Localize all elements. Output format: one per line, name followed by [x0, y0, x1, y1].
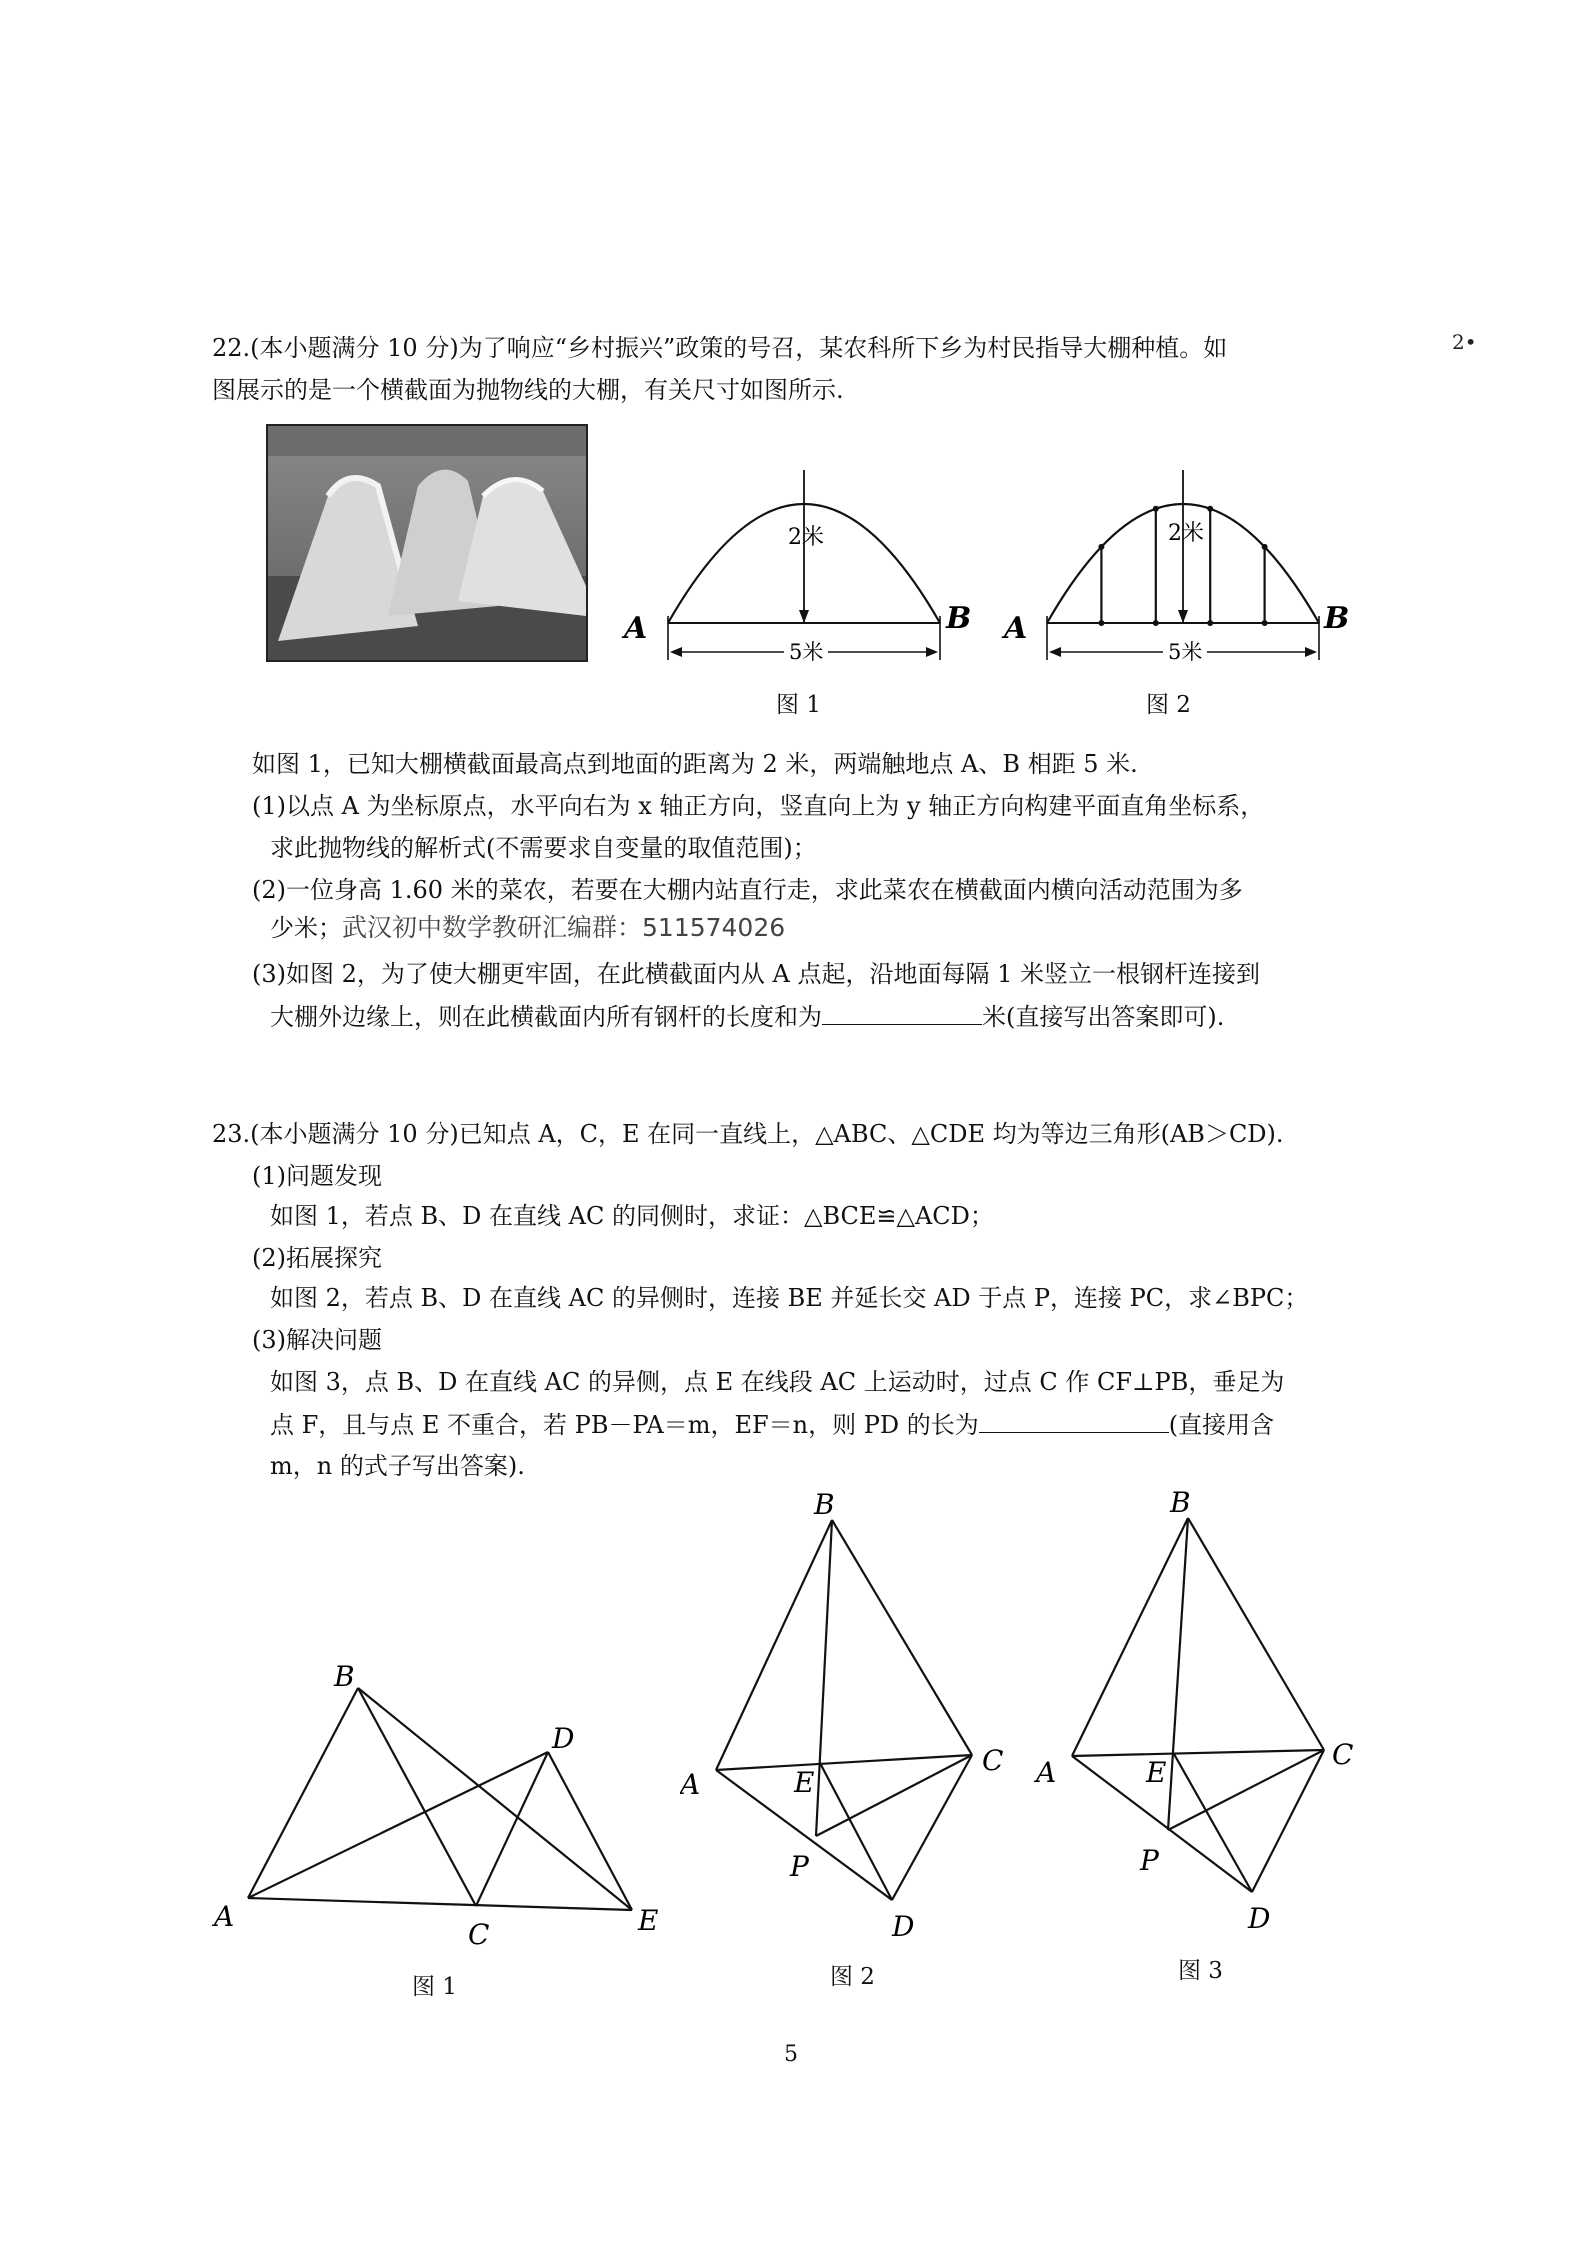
vertex-e: E [794, 1766, 815, 1799]
rod-end-dot [1262, 544, 1268, 550]
line-b-e [358, 1688, 632, 1910]
answer-blank-q22-3[interactable] [822, 1000, 982, 1025]
line-c-d [1252, 1750, 1324, 1892]
q23-section3-line2-before: 点 F，且与点 E 不重合，若 PB－PA＝m，EF＝n，则 PD 的长为 [270, 1411, 979, 1439]
vertex-d: D [1248, 1902, 1271, 1935]
point-b-label: B [946, 601, 972, 636]
q23-figure-2 [680, 1480, 1020, 1954]
line-a-b [1072, 1518, 1188, 1756]
q22-figure-1 [620, 440, 980, 674]
q22-part3-line2-row [270, 1000, 1224, 1033]
arrow-head-left [670, 647, 682, 657]
q22-part2-line1: (2)一位身高 1.60 米的菜农，若要在大棚内站直行走，求此菜农在横截面内横向活动范围为多 [252, 876, 1243, 904]
vertex-c: C [468, 1918, 490, 1951]
rod-end-dot [1098, 544, 1104, 550]
q23-section2-text: 如图 2，若点 B、D 在直线 AC 的异侧时，连接 BE 并延长交 AD 于点 P，连接 PC，求∠BPC； [270, 1284, 1309, 1312]
q22-intro: 如图 1，已知大棚横截面最高点到地面的距离为 2 米，两端触地点 A、B 相距 5 米. [252, 750, 1138, 778]
point-a-label: A [624, 611, 648, 646]
q22-part2-line2: 少米； [270, 914, 342, 942]
greenhouse-photo-drawing [268, 426, 586, 660]
arrow-head-down [1178, 610, 1188, 623]
vertex-d: D [552, 1722, 575, 1755]
q23-section1-text: 如图 1，若点 B、D 在直线 AC 的同侧时，求证：△BCE≌△ACD； [270, 1202, 994, 1230]
q23-figure-1 [200, 1640, 680, 1964]
rod-end-dot [1153, 506, 1159, 512]
q23-fig2-caption: 图 2 [830, 1964, 875, 1990]
line-b-c [1188, 1518, 1324, 1750]
vertex-c: C [982, 1744, 1004, 1777]
answer-blank-q23-3[interactable] [979, 1408, 1169, 1433]
group-watermark: 武汉初中数学教研汇编群：511574026 [342, 913, 786, 942]
line-a-e [248, 1898, 632, 1910]
width-label: 5米 [789, 640, 824, 664]
vertex-d: D [892, 1910, 915, 1943]
q22-part1-line1: (1)以点 A 为坐标原点，水平向右为 x 轴正方向，竖直向上为 y 轴正方向构建平面直角坐标系， [252, 792, 1265, 820]
q23-fig1-svg [200, 1640, 680, 1960]
q23-fig3-svg [1026, 1480, 1366, 1940]
q22-part3-line2-after: 米(直接写出答案即可). [982, 1003, 1225, 1031]
page-number: 5 [784, 2042, 798, 2067]
arrow-head-left [1049, 647, 1061, 657]
q23-section3-line2-row [270, 1408, 1274, 1441]
q22-fig2-svg [1000, 440, 1360, 670]
q22-part2-line2-row [270, 912, 785, 944]
q22-part1-line2: 求此抛物线的解析式(不需要求自变量的取值范围)； [270, 834, 817, 862]
vertex-c: C [1332, 1738, 1354, 1771]
q23-figure-3 [1026, 1480, 1366, 1944]
line-a-c [1072, 1750, 1324, 1756]
q23-section3-line2-after: (直接用含 [1168, 1411, 1275, 1439]
q22-part3-line2-before: 大棚外边缘上，则在此横截面内所有钢杆的长度和为 [270, 1003, 822, 1031]
line-b-c [832, 1520, 972, 1755]
vertex-b: B [814, 1488, 835, 1521]
vertex-b: B [1170, 1486, 1191, 1519]
arrow-head-right [926, 647, 938, 657]
line-a-b [248, 1688, 358, 1898]
vertex-a: A [680, 1768, 701, 1801]
point-a-label: A [1004, 611, 1028, 646]
q22-title-line1: 22.(本小题满分 10 分)为了响应“乡村振兴”政策的号召，某农科所下乡为村民指导大棚种植。如 [212, 334, 1228, 362]
rod-end-dot [1207, 620, 1213, 626]
margin-mark: 2• [1452, 330, 1477, 354]
line-b-p [816, 1520, 832, 1836]
q23-title: 23.(本小题满分 10 分)已知点 A，C，E 在同一直线上，△ABC、△CDE 均为等边三角形(AB＞CD). [212, 1120, 1284, 1148]
vertex-e: E [638, 1904, 659, 1937]
vertex-a: A [214, 1900, 235, 1933]
greenhouse-photo [266, 424, 588, 662]
q23-section1-heading: (1)问题发现 [252, 1162, 382, 1190]
line-e-d [820, 1763, 892, 1900]
line-d-e [548, 1752, 632, 1910]
q23-section2-heading: (2)拓展探究 [252, 1244, 382, 1272]
q22-part3-line1: (3)如图 2，为了使大棚更牢固，在此横截面内从 A 点起，沿地面每隔 1 米竖立一根钢杆连接到 [252, 960, 1261, 988]
q22-fig2-caption: 图 2 [1146, 692, 1191, 718]
arrow-head-down [799, 610, 809, 623]
vertex-p: P [1140, 1844, 1159, 1877]
height-label: 2米 [1168, 521, 1204, 546]
rod-end-dot [1262, 620, 1268, 626]
arrow-head-right [1305, 647, 1317, 657]
rod-end-dot [1098, 620, 1104, 626]
q23-section3-line1: 如图 3，点 B、D 在直线 AC 的异侧，点 E 在线段 AC 上运动时，过点 C 作 CF⊥PB，垂足为 [270, 1368, 1285, 1396]
vertex-a: A [1036, 1756, 1057, 1789]
line-e-d [1174, 1754, 1252, 1892]
q23-fig2-svg [680, 1480, 1020, 1950]
q23-section3-line3: m，n 的式子写出答案). [270, 1452, 525, 1480]
rod-end-dot [1153, 620, 1159, 626]
q22-fig1-caption: 图 1 [776, 692, 821, 718]
q23-fig1-caption: 图 1 [412, 1974, 457, 2000]
line-p-c [1168, 1750, 1324, 1830]
line-a-d [248, 1752, 548, 1898]
q22-figure-2 [1000, 440, 1360, 674]
line-b-p [1168, 1518, 1188, 1830]
width-label: 5米 [1168, 640, 1203, 664]
line-c-d [476, 1752, 548, 1906]
rod-end-dot [1207, 506, 1213, 512]
vertex-b: B [334, 1660, 355, 1693]
q23-fig3-caption: 图 3 [1178, 1958, 1223, 1984]
height-label: 2米 [788, 525, 824, 550]
line-b-c [358, 1688, 476, 1906]
line-a-c [716, 1755, 972, 1770]
vertex-e: E [1146, 1756, 1167, 1789]
q23-section3-heading: (3)解决问题 [252, 1326, 382, 1354]
q22-title-line2: 图展示的是一个横截面为抛物线的大棚，有关尺寸如图所示. [212, 376, 844, 404]
q22-fig1-svg [620, 440, 980, 670]
line-a-b [716, 1520, 832, 1770]
vertex-p: P [790, 1850, 809, 1883]
point-b-label: B [1324, 601, 1350, 636]
